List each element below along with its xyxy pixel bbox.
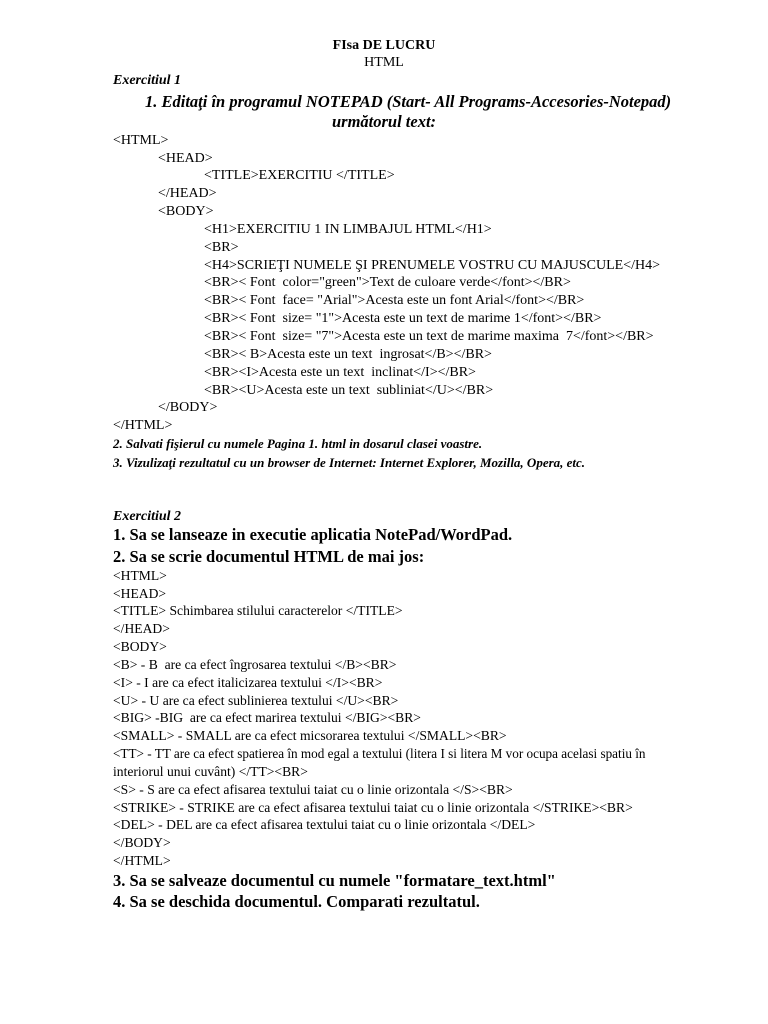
code-line: <BR>< Font face= "Arial">Acesta este un font Arial</font></BR>: [204, 293, 585, 308]
code-line: <H4>SCRIEŢI NUMELE ŞI PRENUMELE VOSTRU CU MAJUSCULE</H4>: [204, 258, 661, 273]
code-line: <BODY>: [113, 639, 167, 654]
code-line: <HEAD>: [158, 151, 213, 166]
code-line: </HTML>: [113, 418, 173, 433]
code-line: <BR>: [204, 240, 239, 255]
code-line: <B> - B are ca efect îngrosarea textului </B><BR>: [113, 657, 397, 672]
exercise-2-step-3: 3. Sa se salveaze documentul cu numele "formatare_text.html": [113, 871, 556, 890]
code-line: <S> - S are ca efect afisarea textului taiat cu o linie orizontala </S><BR>: [113, 782, 513, 797]
exercise-2-step-1: 1. Sa se lanseaze in executie aplicatia NotePad/WordPad.: [113, 525, 513, 544]
code-line: <BR><U>Acesta este un text subliniat</U></BR>: [204, 383, 494, 398]
code-line: <HTML>: [113, 133, 169, 148]
document-subtitle: HTML: [364, 55, 404, 70]
code-line: <BR>< B>Acesta este un text ingrosat</B></BR>: [204, 347, 492, 362]
code-line: </HEAD>: [158, 186, 217, 201]
document-title: FIsa DE LUCRU: [332, 38, 436, 53]
code-line: <TT> - TT are ca efect spatierea în mod egal a textului (litera I si litera M vor ocupa acelasi spatiu în: [113, 746, 646, 761]
code-line: <BR>< Font size= "7">Acesta este un text de marime maxima 7</font></BR>: [204, 329, 654, 344]
exercise-1-step-2: 2. Salvati fişierul cu numele Pagina 1. html in dosarul clasei voastre.: [113, 436, 483, 451]
exercise-1-step-1-line-1: 1. Editaţi în programul NOTEPAD (Start- All Programs-Accesories-Notepad): [145, 92, 672, 111]
code-line: <TITLE>EXERCITIU </TITLE>: [204, 168, 395, 183]
code-line: <BIG> -BIG are ca efect marirea textului </BIG><BR>: [113, 710, 421, 725]
code-line: <BR>< Font color="green">Text de culoare verde</font></BR>: [204, 275, 571, 290]
code-line: <HEAD>: [113, 586, 167, 601]
exercise-1-label: Exercitiul 1: [113, 73, 182, 88]
code-line: <SMALL> - SMALL are ca efect micsorarea textului </SMALL><BR>: [113, 728, 507, 743]
exercise-1-step-3: 3. Vizulizaţi rezultatul cu un browser de Internet: Internet Explorer, Mozilla, Opera, etc.: [113, 455, 586, 470]
exercise-2-label: Exercitiul 2: [113, 509, 182, 524]
code-line: <BR><I>Acesta este un text inclinat</I></BR>: [204, 365, 476, 380]
code-line: <BODY>: [158, 204, 214, 219]
code-line: <DEL> - DEL are ca efect afisarea textului taiat cu o linie orizontala </DEL>: [113, 817, 536, 832]
code-line: <U> - U are ca efect sublinierea textului </U><BR>: [113, 693, 399, 708]
exercise-2-step-4: 4. Sa se deschida documentul. Comparati rezultatul.: [113, 892, 480, 911]
code-line: <TITLE> Schimbarea stilului caracterelor </TITLE>: [113, 603, 403, 618]
code-line: <STRIKE> - STRIKE are ca efect afisarea textului taiat cu o linie orizontala </STRIKE><BR>: [113, 800, 633, 815]
code-line: interiorul unui cuvânt) </TT><BR>: [113, 764, 308, 779]
code-line: </HTML>: [113, 853, 171, 868]
code-line: </BODY>: [158, 400, 218, 415]
code-line: </BODY>: [113, 835, 171, 850]
code-line: <BR>< Font size= "1">Acesta este un text de marime 1</font></BR>: [204, 311, 602, 326]
code-line: <I> - I are ca efect italicizarea textului </I><BR>: [113, 675, 383, 690]
code-line: <HTML>: [113, 568, 167, 583]
exercise-2-step-2: 2. Sa se scrie documentul HTML de mai jos:: [113, 547, 425, 566]
code-line: </HEAD>: [113, 621, 170, 636]
code-line: <H1>EXERCITIU 1 IN LIMBAJUL HTML</H1>: [204, 222, 492, 237]
exercise-1-step-1-line-2: următorul text:: [331, 112, 437, 131]
